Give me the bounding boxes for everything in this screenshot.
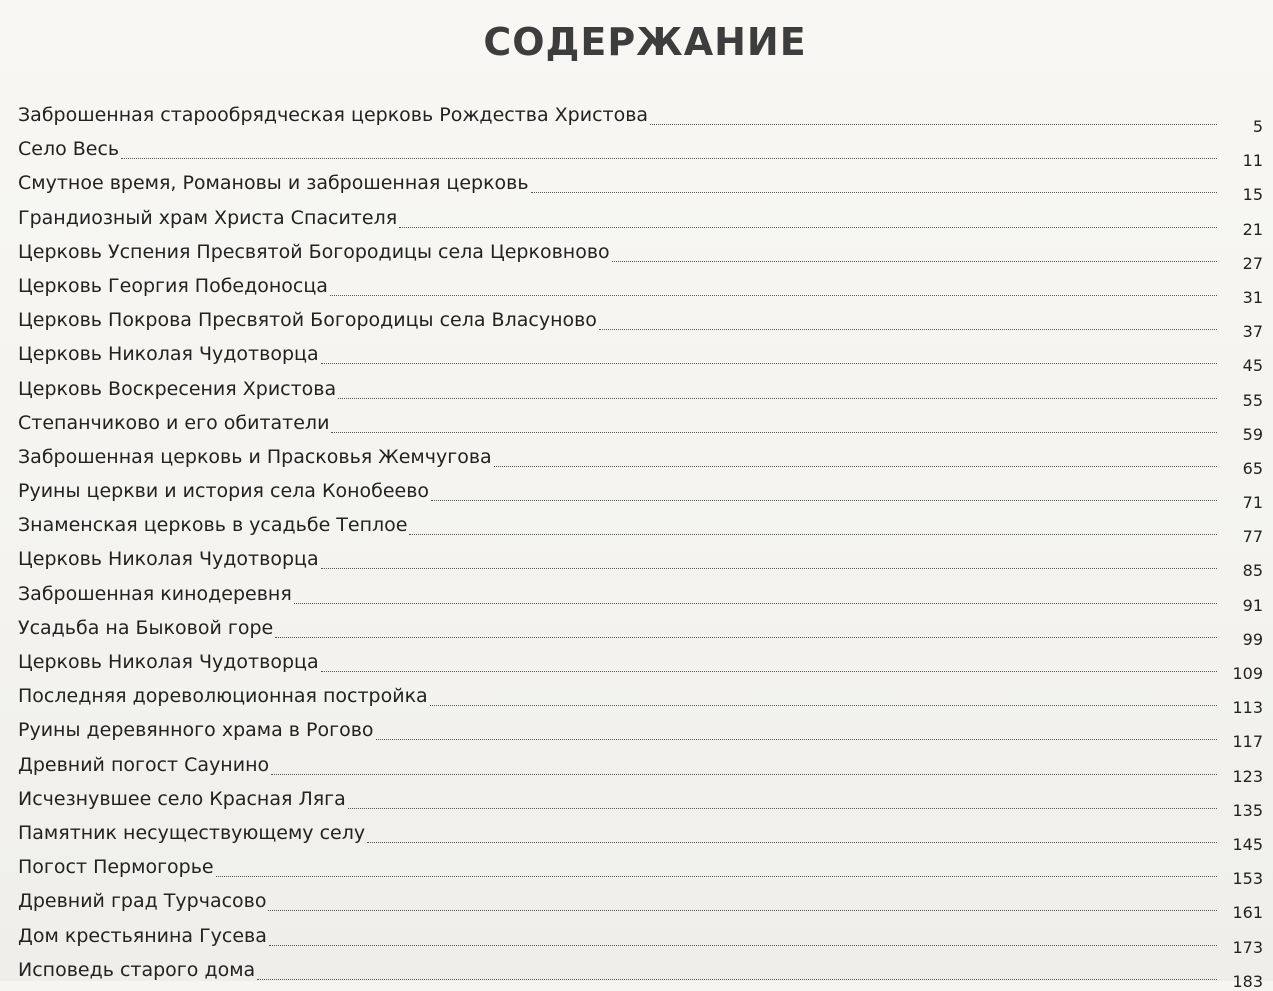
toc-entry-page-number: 99: [1242, 629, 1263, 649]
table-of-contents: [18, 100, 1263, 989]
toc-entry: [18, 374, 1263, 408]
toc-entry: [18, 442, 1263, 476]
dot-leader: [331, 432, 1217, 433]
toc-entry-page-number: 37: [1242, 322, 1263, 342]
toc-entry-title: Церковь Николая Чудотворца: [18, 548, 319, 571]
toc-entry-title: Смутное время, Романовы и заброшенная церковь: [18, 172, 529, 195]
toc-entry: [18, 408, 1263, 442]
toc-entry-page-number: 55: [1242, 390, 1263, 410]
toc-entry: [18, 579, 1263, 613]
toc-entry-title: Усадьба на Быковой горе: [18, 616, 274, 639]
toc-entry-title: Знаменская церковь в усадьбе Теплое: [18, 514, 408, 537]
dot-leader: [338, 398, 1217, 399]
dot-leader: [294, 603, 1217, 604]
toc-entry: [18, 784, 1263, 818]
dot-leader: [321, 568, 1217, 569]
dot-leader: [275, 637, 1217, 638]
toc-entry: [18, 510, 1263, 547]
toc-entry-title: Древний град Турчасово: [18, 890, 267, 913]
toc-entry-page-number: 15: [1242, 185, 1263, 205]
toc-entry-title: Село Весь: [18, 138, 120, 161]
dot-leader: [431, 500, 1217, 501]
toc-entry-page-number: 161: [1232, 903, 1263, 923]
toc-entry-title: Степанчиково и его обитатели: [18, 411, 330, 434]
toc-entry-page-number: 135: [1232, 800, 1263, 820]
toc-entry-page-number: 77: [1242, 527, 1263, 547]
toc-entry-title: Дом крестьянина Гусева: [18, 924, 267, 947]
toc-entry: [18, 681, 1263, 718]
toc-entry-title: Заброшенная старообрядческая церковь Рождества Христова: [18, 104, 649, 126]
toc-entry: [18, 476, 1263, 513]
toc-entry-title: Церковь Покрова Пресвятой Богородицы села Власуново: [18, 309, 597, 332]
dot-leader: [612, 261, 1217, 262]
toc-entry-title: Грандиозный храм Христа Спасителя: [18, 206, 398, 229]
toc-entry: [18, 613, 1263, 647]
toc-entry-page-number: 173: [1232, 937, 1263, 957]
toc-entry-title: Памятник несуществующему селу: [18, 821, 366, 844]
toc-entry: [18, 818, 1263, 852]
toc-entry-page-number: 91: [1242, 595, 1263, 615]
toc-entry-page-number: 153: [1232, 869, 1263, 889]
toc-entry: [18, 750, 1263, 784]
toc-entry-title: Древний погост Саунино: [18, 753, 270, 776]
toc-entry-page-number: 109: [1232, 664, 1263, 683]
toc-entry-page-number: 27: [1242, 253, 1263, 273]
dot-leader: [121, 158, 1217, 159]
toc-entry: [18, 203, 1263, 237]
dot-leader: [650, 124, 1217, 125]
toc-entry-title: Руины церкви и история села Конобеево: [18, 480, 430, 503]
toc-entry-page-number: 59: [1242, 424, 1263, 444]
toc-entry: [18, 168, 1263, 205]
toc-entry: [18, 237, 1263, 271]
dot-leader: [330, 295, 1217, 296]
toc-entry-title: Заброшенная церковь и Прасковья Жемчугова: [18, 445, 492, 468]
toc-entry-title: Исчезнувшее село Красная Ляга: [18, 787, 346, 810]
toc-entry-page-number: 71: [1242, 493, 1263, 513]
toc-entry-page-number: 65: [1242, 458, 1263, 478]
toc-entry-page-number: 117: [1232, 732, 1263, 752]
toc-entry: [18, 100, 1263, 134]
toc-entry: [18, 271, 1263, 305]
toc-entry-page-number: 11: [1242, 151, 1263, 171]
dot-leader: [599, 329, 1217, 330]
toc-entry-page-number: 145: [1232, 834, 1263, 854]
toc-entry-page-number: 21: [1242, 219, 1263, 239]
toc-entry-title: Руины деревянного храма в Рогово: [18, 719, 374, 742]
toc-entry-title: Церковь Николая Чудотворца: [18, 651, 319, 673]
dot-leader: [321, 671, 1217, 672]
dot-leader: [494, 466, 1217, 467]
toc-entry-page-number: 31: [1242, 287, 1263, 307]
toc-entry-page-number: 123: [1232, 766, 1263, 786]
toc-entry: [18, 544, 1263, 581]
toc-entry-title: Заброшенная кинодеревня: [18, 582, 292, 605]
dot-leader: [321, 363, 1217, 364]
dot-leader: [348, 808, 1217, 809]
dot-leader: [376, 739, 1217, 740]
toc-entry: [18, 134, 1263, 171]
dot-leader: [409, 534, 1217, 535]
toc-entry-title: Церковь Георгия Победоносца: [18, 274, 328, 297]
toc-entry-page-number: 113: [1232, 698, 1263, 718]
dot-leader: [257, 979, 1217, 980]
toc-entry: [18, 305, 1263, 342]
page-title: СОДЕРЖАНИЕ: [483, 20, 807, 64]
dot-leader: [367, 842, 1217, 843]
toc-entry: [18, 886, 1263, 923]
dot-leader: [269, 945, 1217, 946]
toc-entry-page-number: 45: [1242, 356, 1263, 376]
dot-leader: [399, 227, 1217, 228]
toc-entry: [18, 715, 1263, 752]
dot-leader: [216, 876, 1217, 877]
dot-leader: [271, 774, 1217, 775]
toc-entry: [18, 852, 1263, 889]
toc-entry-title: Церковь Воскресения Христова: [18, 377, 337, 400]
toc-entry-title: Церковь Николая Чудотворца: [18, 343, 319, 366]
toc-entry-page-number: 5: [1252, 117, 1263, 136]
toc-entry-title: Церковь Успения Пресвятой Богородицы села Церковново: [18, 240, 610, 263]
toc-entry-title: Последняя дореволюционная постройка: [18, 685, 428, 708]
dot-leader: [430, 705, 1217, 706]
toc-entry-title: Погост Пермогорье: [18, 856, 214, 879]
toc-entry-page-number: 85: [1242, 561, 1263, 581]
dot-leader: [268, 910, 1217, 911]
toc-entry: [18, 339, 1263, 376]
toc-entry: [18, 955, 1263, 989]
toc-entry: [18, 647, 1263, 681]
toc-entry-title: Исповедь старого дома: [18, 958, 256, 981]
toc-entry: [18, 921, 1263, 955]
dot-leader: [531, 192, 1217, 193]
toc-entry-page-number: 183: [1232, 971, 1263, 991]
